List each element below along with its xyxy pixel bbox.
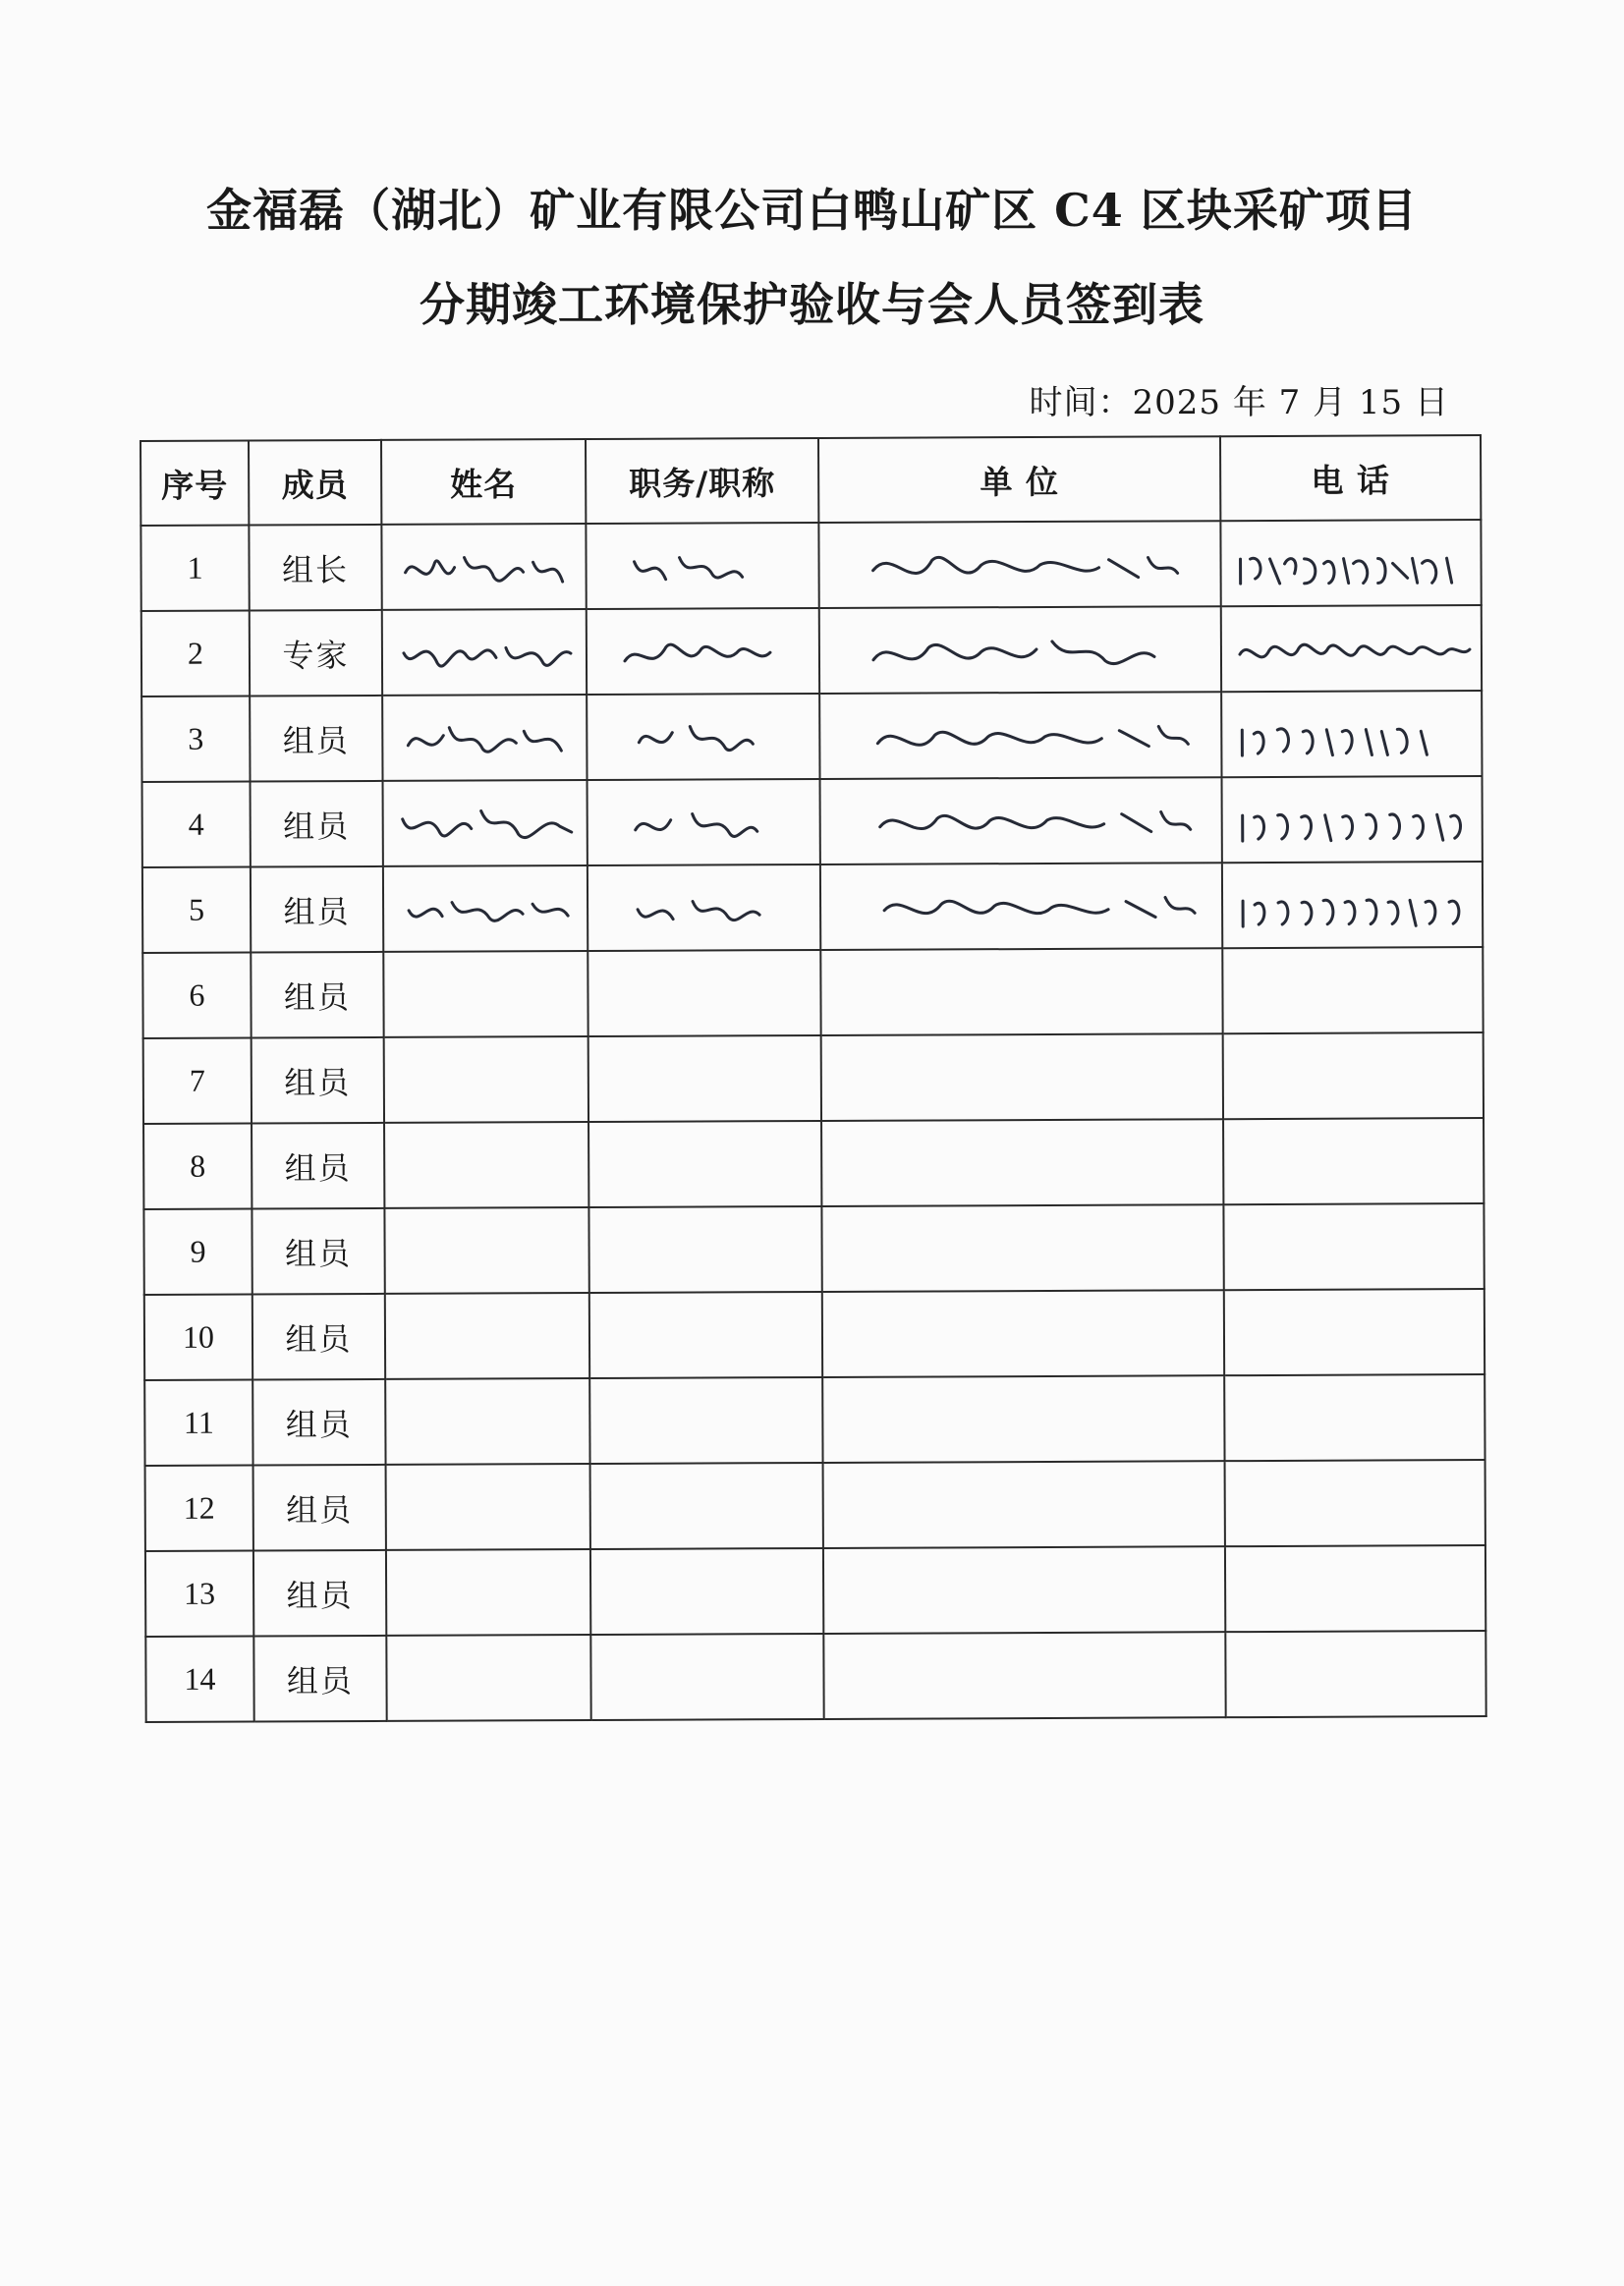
handwritten-position-signature [595,873,812,943]
phone-cell [1220,520,1481,606]
table-header-row [140,435,1481,526]
handwritten-phone-signature [1226,614,1477,684]
row-member-role: 组员 [253,1465,386,1551]
handwritten-phone-signature [1227,870,1478,940]
unit-cell [819,606,1221,694]
phone-cell [1223,1118,1484,1204]
row-member-role: 组员 [252,1294,385,1380]
unit-cell [818,521,1220,608]
meeting-date: 时间：2025 年 7 月 15 日 [1029,383,1449,422]
handwritten-name-signature [387,789,584,859]
phone-cell [1225,1545,1485,1632]
position-cell [588,1121,821,1207]
position-cell [587,694,819,780]
row-member-role: 组员 [252,1208,384,1295]
position-cell [590,1463,823,1549]
row-serial: 5 [142,867,251,953]
row-serial: 14 [145,1637,253,1722]
unit-cell [821,1033,1223,1121]
handwritten-unit-signature [834,871,1207,942]
handwritten-phone-signature [1225,529,1476,598]
row-serial: 1 [140,526,249,611]
table-row [144,1289,1484,1380]
header-member: 成员 [249,440,381,526]
table-row [142,862,1483,953]
row-member-role: 组员 [250,696,382,782]
handwritten-position-signature [594,617,811,687]
row-member-role: 组员 [252,1379,385,1466]
row-serial: 6 [142,953,251,1038]
document-title-line-1: 金福磊（湖北）矿业有限公司白鸭山矿区 C4 区块采矿项目 [206,184,1418,237]
position-cell [588,1035,821,1122]
handwritten-phone-signature [1226,699,1477,769]
table-row [142,776,1483,867]
row-member-role: 组员 [251,781,383,867]
row-member-role: 组员 [253,1636,386,1722]
handwritten-name-signature [386,618,583,688]
position-cell [590,1548,823,1635]
phone-cell [1222,947,1483,1033]
table-row [145,1460,1485,1551]
phone-cell [1222,862,1483,948]
position-cell [587,608,819,695]
handwritten-name-signature [385,532,582,602]
phone-cell [1224,1374,1484,1461]
unit-cell [819,692,1221,779]
phone-cell [1221,605,1482,692]
handwritten-name-signature [386,703,583,773]
unit-cell [821,1119,1223,1206]
phone-cell [1225,1631,1485,1717]
position-cell [589,1377,822,1464]
phone-cell [1224,1289,1484,1375]
handwritten-unit-signature [834,700,1207,771]
header-serial: 序号 [140,441,249,526]
position-cell [588,1206,821,1293]
row-member-role: 组员 [252,1123,384,1209]
phone-cell [1222,776,1483,863]
unit-cell [822,1375,1224,1463]
row-serial: 11 [144,1380,252,1466]
table-row [144,1374,1484,1466]
table-row [142,947,1483,1038]
row-member-role: 组员 [253,1550,386,1637]
table-row [141,691,1482,782]
name-cell [383,780,588,866]
row-serial: 8 [143,1124,252,1209]
table-row [145,1545,1485,1637]
position-cell [590,1634,823,1720]
row-serial: 12 [145,1466,253,1551]
position-cell [588,779,820,865]
name-cell [386,1464,590,1550]
row-member-role: 专家 [250,610,382,697]
unit-cell [820,948,1222,1035]
header-name: 姓名 [381,439,586,525]
row-serial: 13 [145,1551,253,1637]
handwritten-name-signature [387,874,584,944]
position-cell [588,950,820,1036]
phone-cell [1221,691,1482,777]
row-serial: 4 [142,782,251,867]
handwritten-unit-signature [833,530,1206,600]
position-cell [588,864,820,951]
name-cell [384,1207,588,1294]
handwritten-unit-signature [834,786,1207,857]
unit-cell [820,863,1222,950]
handwritten-position-signature [594,531,811,601]
name-cell [384,1122,588,1208]
table-row [143,1203,1484,1295]
unit-cell [823,1461,1225,1548]
name-cell [383,951,588,1037]
row-member-role: 组员 [252,1037,384,1124]
phone-cell [1225,1460,1485,1546]
unit-cell [820,777,1222,864]
row-member-role: 组员 [251,952,383,1038]
handwritten-position-signature [595,702,812,772]
row-serial: 2 [141,611,250,697]
row-member-role: 组员 [251,866,383,953]
name-cell [385,1378,589,1465]
document-title-line-2: 分期竣工环境保护验收与会人员签到表 [420,278,1204,331]
sign-in-table [140,434,1487,1723]
row-serial: 7 [143,1038,252,1124]
name-cell [385,1293,589,1379]
phone-cell [1223,1032,1484,1119]
table-row [143,1118,1484,1209]
unit-cell [822,1290,1224,1377]
table-row [141,605,1482,697]
header-phone: 电 话 [1220,435,1481,521]
row-serial: 9 [143,1209,252,1295]
row-serial: 10 [144,1295,252,1380]
table-row [143,1032,1484,1124]
name-cell [386,1549,590,1636]
table-row [140,520,1481,611]
phone-cell [1223,1203,1484,1290]
unit-cell [823,1632,1225,1719]
position-cell [589,1292,822,1378]
name-cell [382,695,587,781]
row-member-role: 组长 [249,525,381,611]
table-row [145,1631,1485,1722]
name-cell [383,865,588,952]
unit-cell [821,1204,1223,1292]
handwritten-unit-signature [833,615,1206,686]
unit-cell [823,1546,1225,1634]
handwritten-position-signature [595,788,812,858]
position-cell [586,523,818,609]
header-unit: 单 位 [818,436,1220,523]
name-cell [381,524,586,610]
name-cell [382,609,587,696]
handwritten-phone-signature [1227,785,1478,855]
name-cell [386,1635,590,1721]
name-cell [384,1036,588,1123]
row-serial: 3 [141,697,250,782]
header-position: 职务/职称 [586,438,818,524]
